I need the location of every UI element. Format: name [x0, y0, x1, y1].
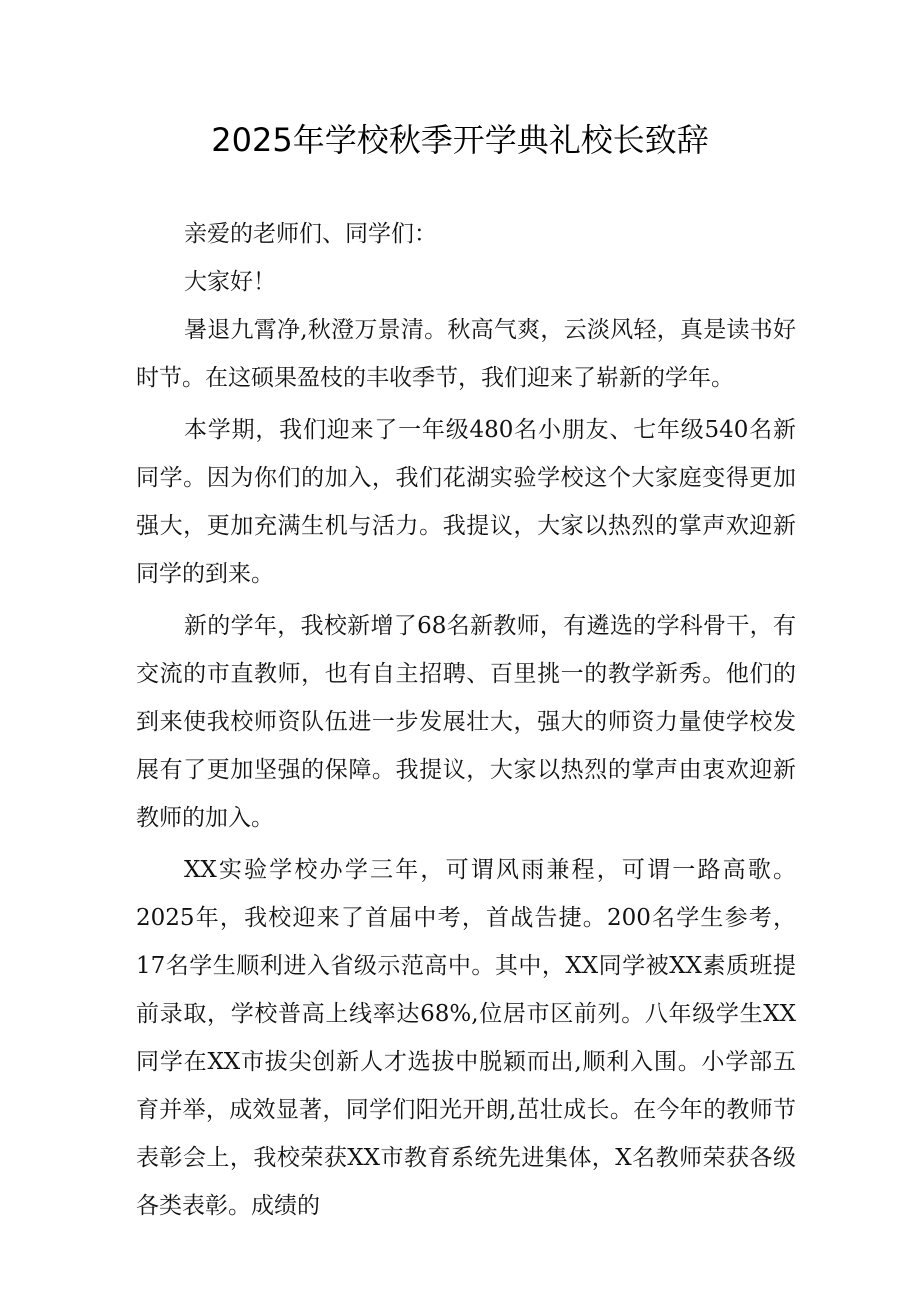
paragraph-achievements: XX实验学校办学三年，可谓风雨兼程，可谓一路高歌。2025年，我校迎来了首届中考，首战告捷。200名学生参考，17名学生顺利进入省级示范高中。其中，XX同学被XX素质班提前录取，学校普高上线率达68%,位居市区前列。八年级学生XX同学在XX市拔尖创新人才选拔中脱颖而出,顺利入围。小学部五育并举，成效显著，同学们阳光开朗,茁壮成长。在今年的教师节表彰会上，我校荣获XX市教育系统先进集体，X名教师荣获各级各类表彰。成绩的: [136, 857, 796, 1219]
greeting-hello: 大家好！: [184, 269, 276, 295]
greeting-line: 亲爱的老师们、同学们：: [184, 221, 437, 247]
paragraph-new-students: 本学期，我们迎来了一年级480名小朋友、七年级540名新同学。因为你们的加入，我们花湖实验学校这个大家庭变得更加强大，更加充满生机与活力。我提议，大家以热烈的掌声欢迎新同学的到来。: [136, 417, 796, 587]
document-title: 2025年学校秋季开学典礼校长致辞: [211, 121, 709, 159]
paragraph-autumn: 暑退九霄净,秋澄万景清。秋高气爽，云淡风轻，真是读书好时节。在这硕果盈枝的丰收季节，我们迎来了崭新的学年。: [136, 317, 796, 391]
paragraph-new-teachers: 新的学年，我校新增了68名新教师，有遴选的学科骨干，有交流的市直教师，也有自主招聘、百里挑一的教学新秀。他们的到来使我校师资队伍进一步发展壮大，强大的师资力量使学校发展有了更加坚强的保障。我提议，大家以热烈的掌声由衷欢迎新教师的加入。: [136, 613, 796, 831]
document-body: [136, 210, 796, 1234]
